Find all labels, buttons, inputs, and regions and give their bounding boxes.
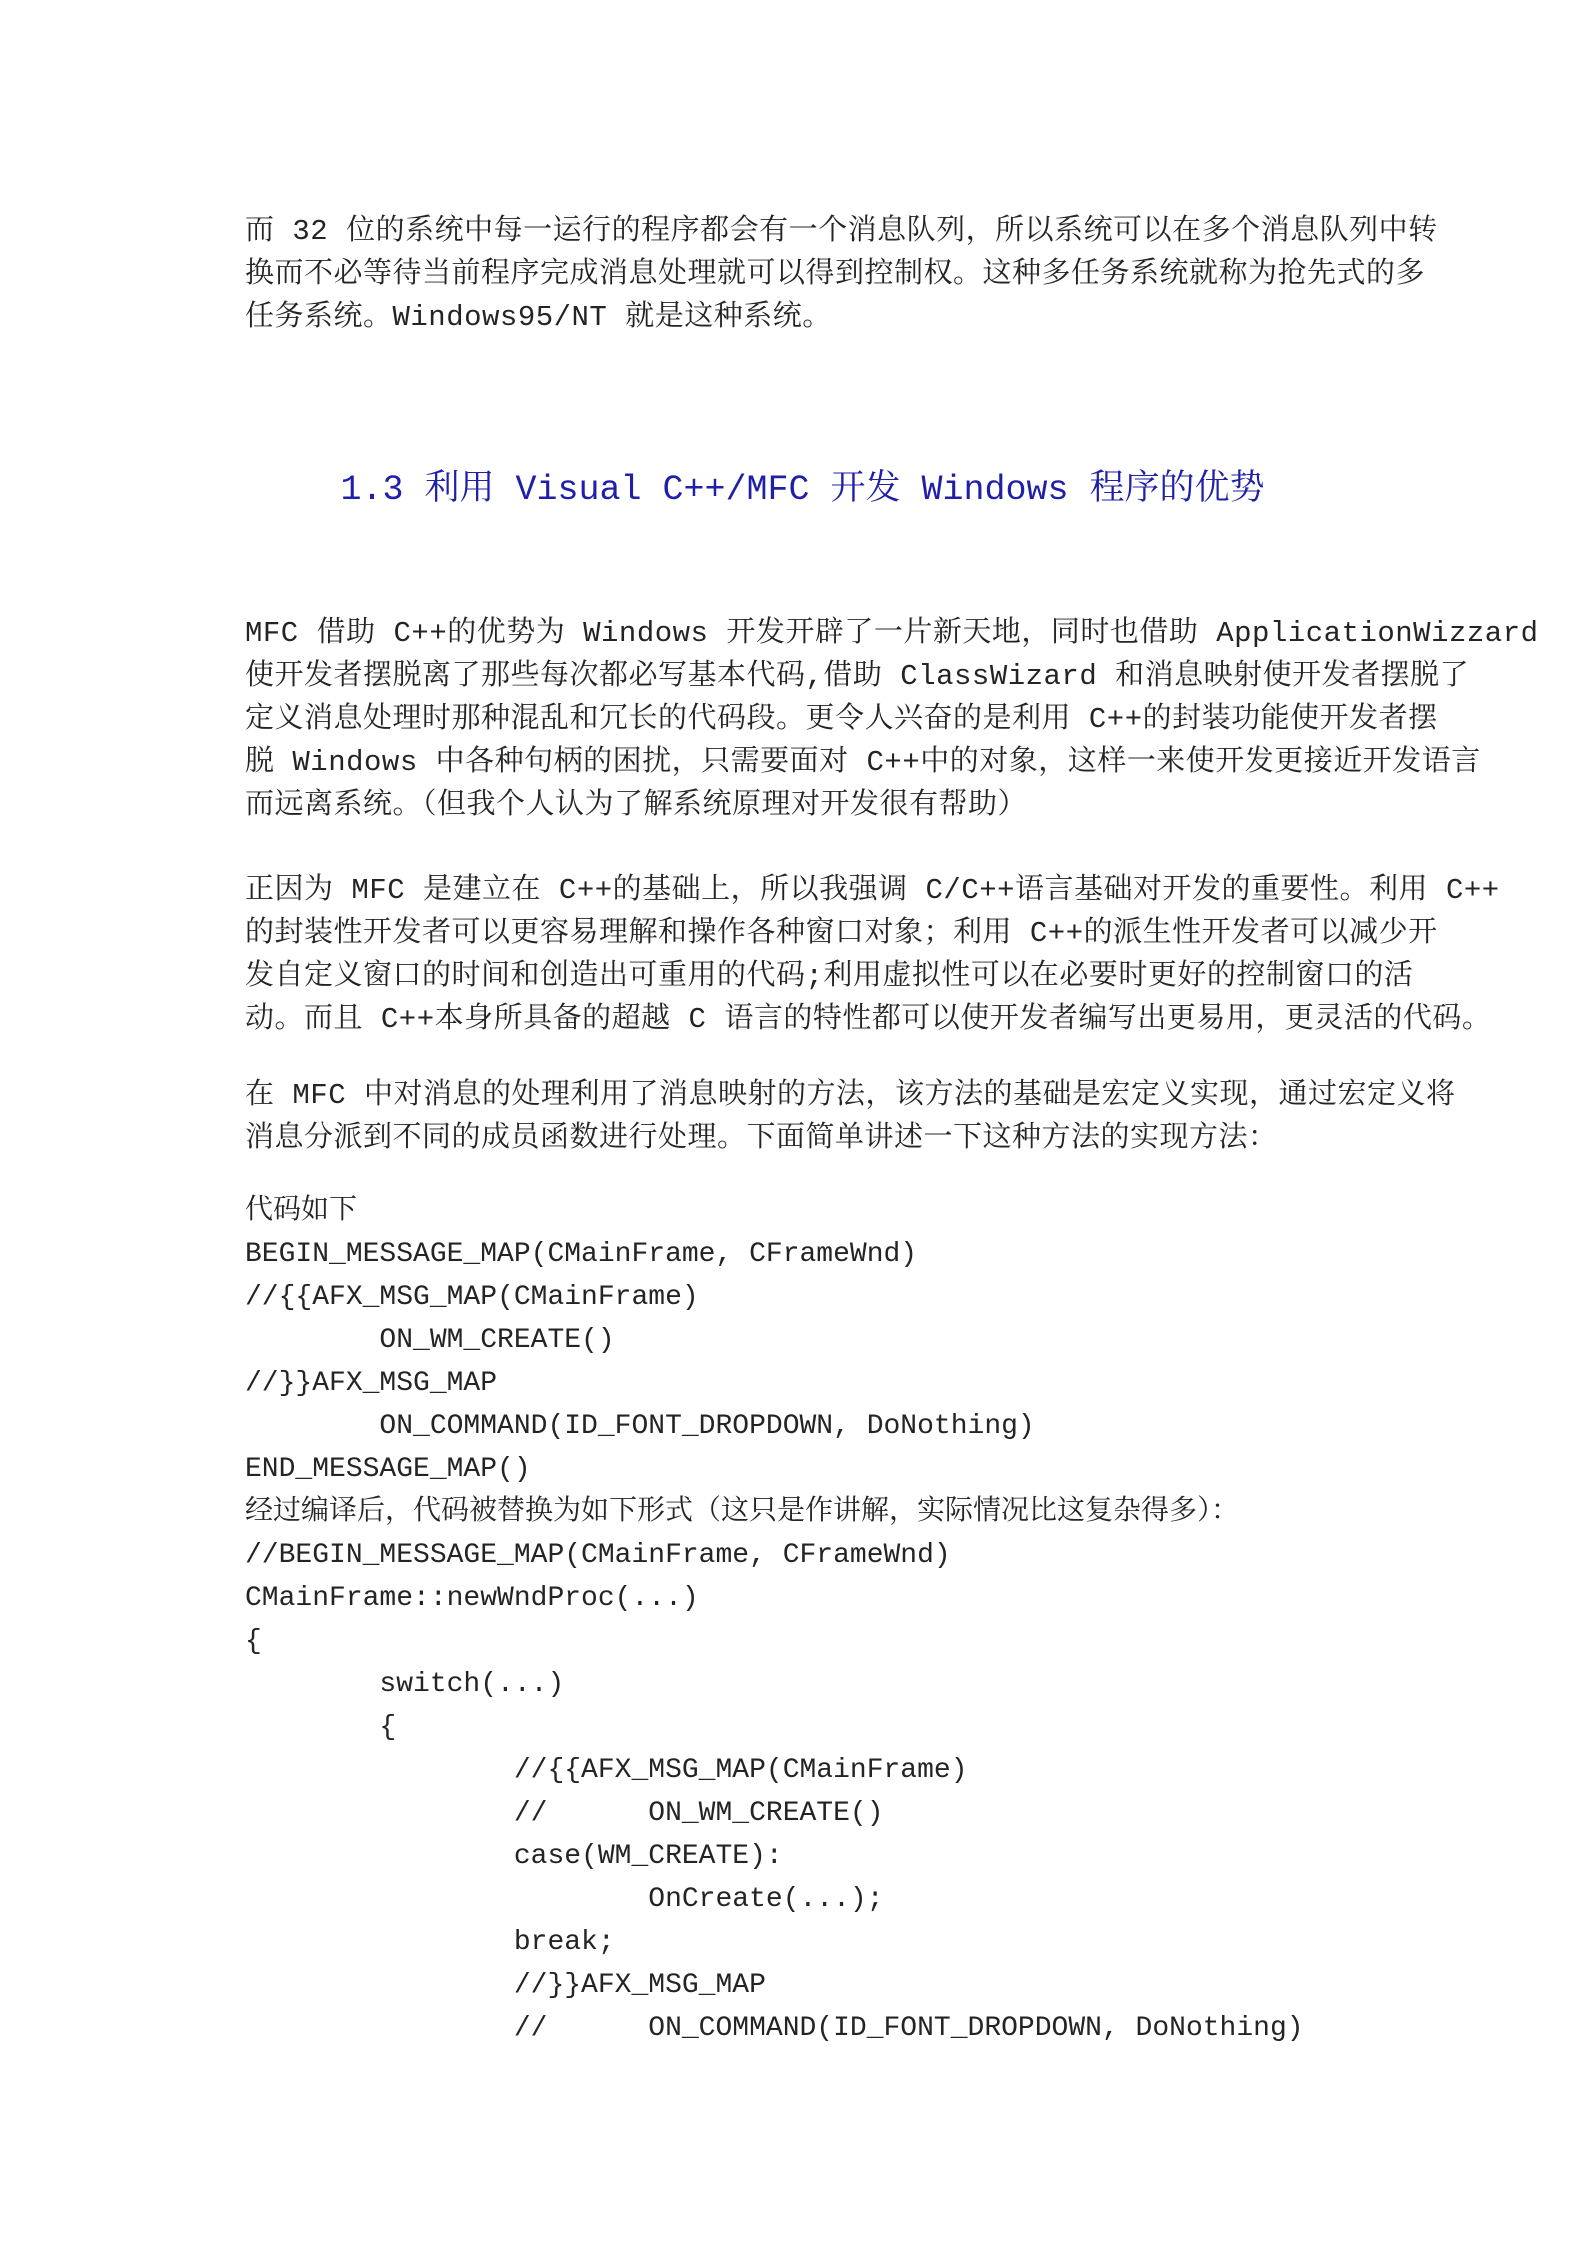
- text-line: 定义消息处理时那种混乱和冗长的代码段。更令人兴奋的是利用 C++的封装功能使开发者摆: [245, 703, 1438, 736]
- paragraph-intro: [245, 210, 1438, 339]
- text-line: ON_WM_CREATE(): [245, 1325, 615, 1356]
- text-line: //{{AFX_MSG_MAP(CMainFrame): [245, 1755, 968, 1786]
- text-line: // ON_COMMAND(ID_FONT_DROPDOWN, DoNothing): [245, 2013, 1304, 2044]
- text-line: 在 MFC 中对消息的处理利用了消息映射的方法，该方法的基础是宏定义实现，通过宏定义将: [245, 1079, 1456, 1112]
- text-line: CMainFrame::newWndProc(...): [245, 1583, 699, 1614]
- text-line: OnCreate(...);: [245, 1884, 884, 1915]
- paragraph-cpp-foundation: [245, 869, 1500, 1041]
- text-line: //}}AFX_MSG_MAP: [245, 1368, 498, 1399]
- text-line: 的封装性开发者可以更容易理解和操作各种窗口对象；利用 C++的派生性开发者可以减少开: [245, 917, 1438, 950]
- text-line: 而 32 位的系统中每一运行的程序都会有一个消息队列，所以系统可以在多个消息队列中转: [245, 215, 1438, 248]
- text-line: //BEGIN_MESSAGE_MAP(CMainFrame, CFrameWnd): [245, 1540, 951, 1571]
- text-line: MFC 借助 C++的优势为 Windows 开发开辟了一片新天地，同时也借助 ApplicationWizzard: [245, 617, 1539, 650]
- text-line: 换而不必等待当前程序完成消息处理就可以得到控制权。这种多任务系统就称为抢先式的多: [245, 258, 1426, 291]
- text-line: 发自定义窗口的时间和创造出可重用的代码;利用虚拟性可以在必要时更好的控制窗口的活: [245, 960, 1414, 993]
- text-line: 动。而且 C++本身所具备的超越 C 语言的特性都可以使开发者编写出更易用，更灵活的代码。: [245, 1003, 1492, 1036]
- text-line: {: [245, 1626, 262, 1657]
- text-line: {: [245, 1712, 397, 1743]
- text-line: 经过编译后，代码被替换为如下形式（这只是作讲解，实际情况比这复杂得多）：: [245, 1497, 1240, 1528]
- text-line: //{{AFX_MSG_MAP(CMainFrame): [245, 1282, 699, 1313]
- text-line: 任务系统。Windows95/NT 就是这种系统。: [245, 301, 832, 334]
- text-line: 而远离系统。（但我个人认为了解系统原理对开发很有帮助）: [245, 789, 1028, 822]
- text-line: break;: [245, 1927, 615, 1958]
- code-block: [245, 1190, 1405, 2050]
- text-line: ON_COMMAND(ID_FONT_DROPDOWN, DoNothing): [245, 1411, 1035, 1442]
- text-line: 正因为 MFC 是建立在 C++的基础上，所以我强调 C/C++语言基础对开发的重要性。利用 C++: [245, 874, 1500, 907]
- text-line: case(WM_CREATE):: [245, 1841, 783, 1872]
- text-line: 脱 Windows 中各种句柄的困扰，只需要面对 C++中的对象，这样一来使开发更接近开发语言: [245, 746, 1481, 779]
- text-line: END_MESSAGE_MAP(): [245, 1454, 531, 1485]
- text-line: // ON_WM_CREATE(): [245, 1798, 884, 1829]
- text-line: 消息分派到不同的成员函数进行处理。下面简单讲述一下这种方法的实现方法：: [245, 1122, 1278, 1155]
- text-line: switch(...): [245, 1669, 565, 1700]
- text-line: 使开发者摆脱离了那些每次都必写基本代码,借助 ClassWizard 和消息映射使开发者摆脱了: [245, 660, 1470, 693]
- paragraph-mfc-advantages: [245, 612, 1539, 827]
- text-line: //}}AFX_MSG_MAP: [245, 1970, 766, 2001]
- text-line: BEGIN_MESSAGE_MAP(CMainFrame, CFrameWnd): [245, 1239, 918, 1270]
- section-heading: 1.3 利用 Visual C++/MFC 开发 Windows 程序的优势: [340, 470, 1265, 510]
- paragraph-message-map-intro: [245, 1074, 1456, 1160]
- text-line: 代码如下: [245, 1196, 358, 1227]
